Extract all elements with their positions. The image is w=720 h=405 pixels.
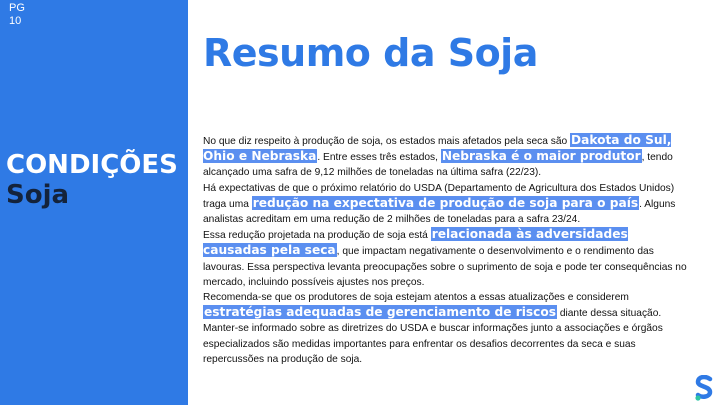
highlighted-phrase: redução na expectativa de produção de soja para o país [252,195,639,210]
text-run: , tendo alcançado uma safra de 9,12 milhões de toneladas na última safra (22/23). [203,152,673,179]
page-number: PG 10 [9,2,25,27]
section-title: CONDIÇÕES [6,150,178,180]
text-run: Essa redução projetada na produção de soja está [203,230,431,242]
paragraph [203,181,693,228]
body-text [203,133,693,367]
section-subtitle: Soja [6,180,70,210]
highlighted-phrase: Dakota do Sul, Ohio e Nebraska [203,133,672,164]
highlighted-phrase: relacionada às adversidades causadas pela seca [203,227,628,258]
slide-title: Resumo da Soja [203,31,538,75]
text-run: diante dessa situação. Manter-se informado sobre as diretrizes do USDA e buscar informações junto a associações e órgãos especializados são medidas importantes para enfrentar os desafios decorrentes da seca e suas repercussões na produção de soja. [203,308,663,365]
text-run: . Alguns analistas acreditam em uma redução de 2 milhões de toneladas para a safra 23/24. [203,198,676,226]
text-run: Há expectativas de que o próximo relatório do USDA (Departamento de Agricultura dos Estados Unidos) traga uma [203,182,675,210]
text-run: , que impactam negativamente o desenvolvimento e o rendimento das lavouras. Essa perspectiva levanta preocupações sobre o suprimento de soja e pode ter consequências no mercado, incluindo possíveis ajustes nos preços. [203,246,687,288]
text-run: Recomenda-se que os produtores de soja estejam atentos a essas atualizações e considerem [203,292,629,304]
brand-s-logo-icon [694,375,714,401]
text-run: No que diz respeito à produção de soja, os estados mais afetados pela seca são [203,136,570,147]
paragraph [203,290,693,367]
paragraph [203,133,693,181]
highlighted-phrase: estratégias adequadas de gerenciamento de riscos [204,305,556,320]
paragraph [203,227,693,290]
text-run: . Entre esses três estados, [317,152,441,164]
highlighted-phrase: Nebraska é o maior produtor [441,149,641,164]
sidebar-panel [0,0,188,405]
